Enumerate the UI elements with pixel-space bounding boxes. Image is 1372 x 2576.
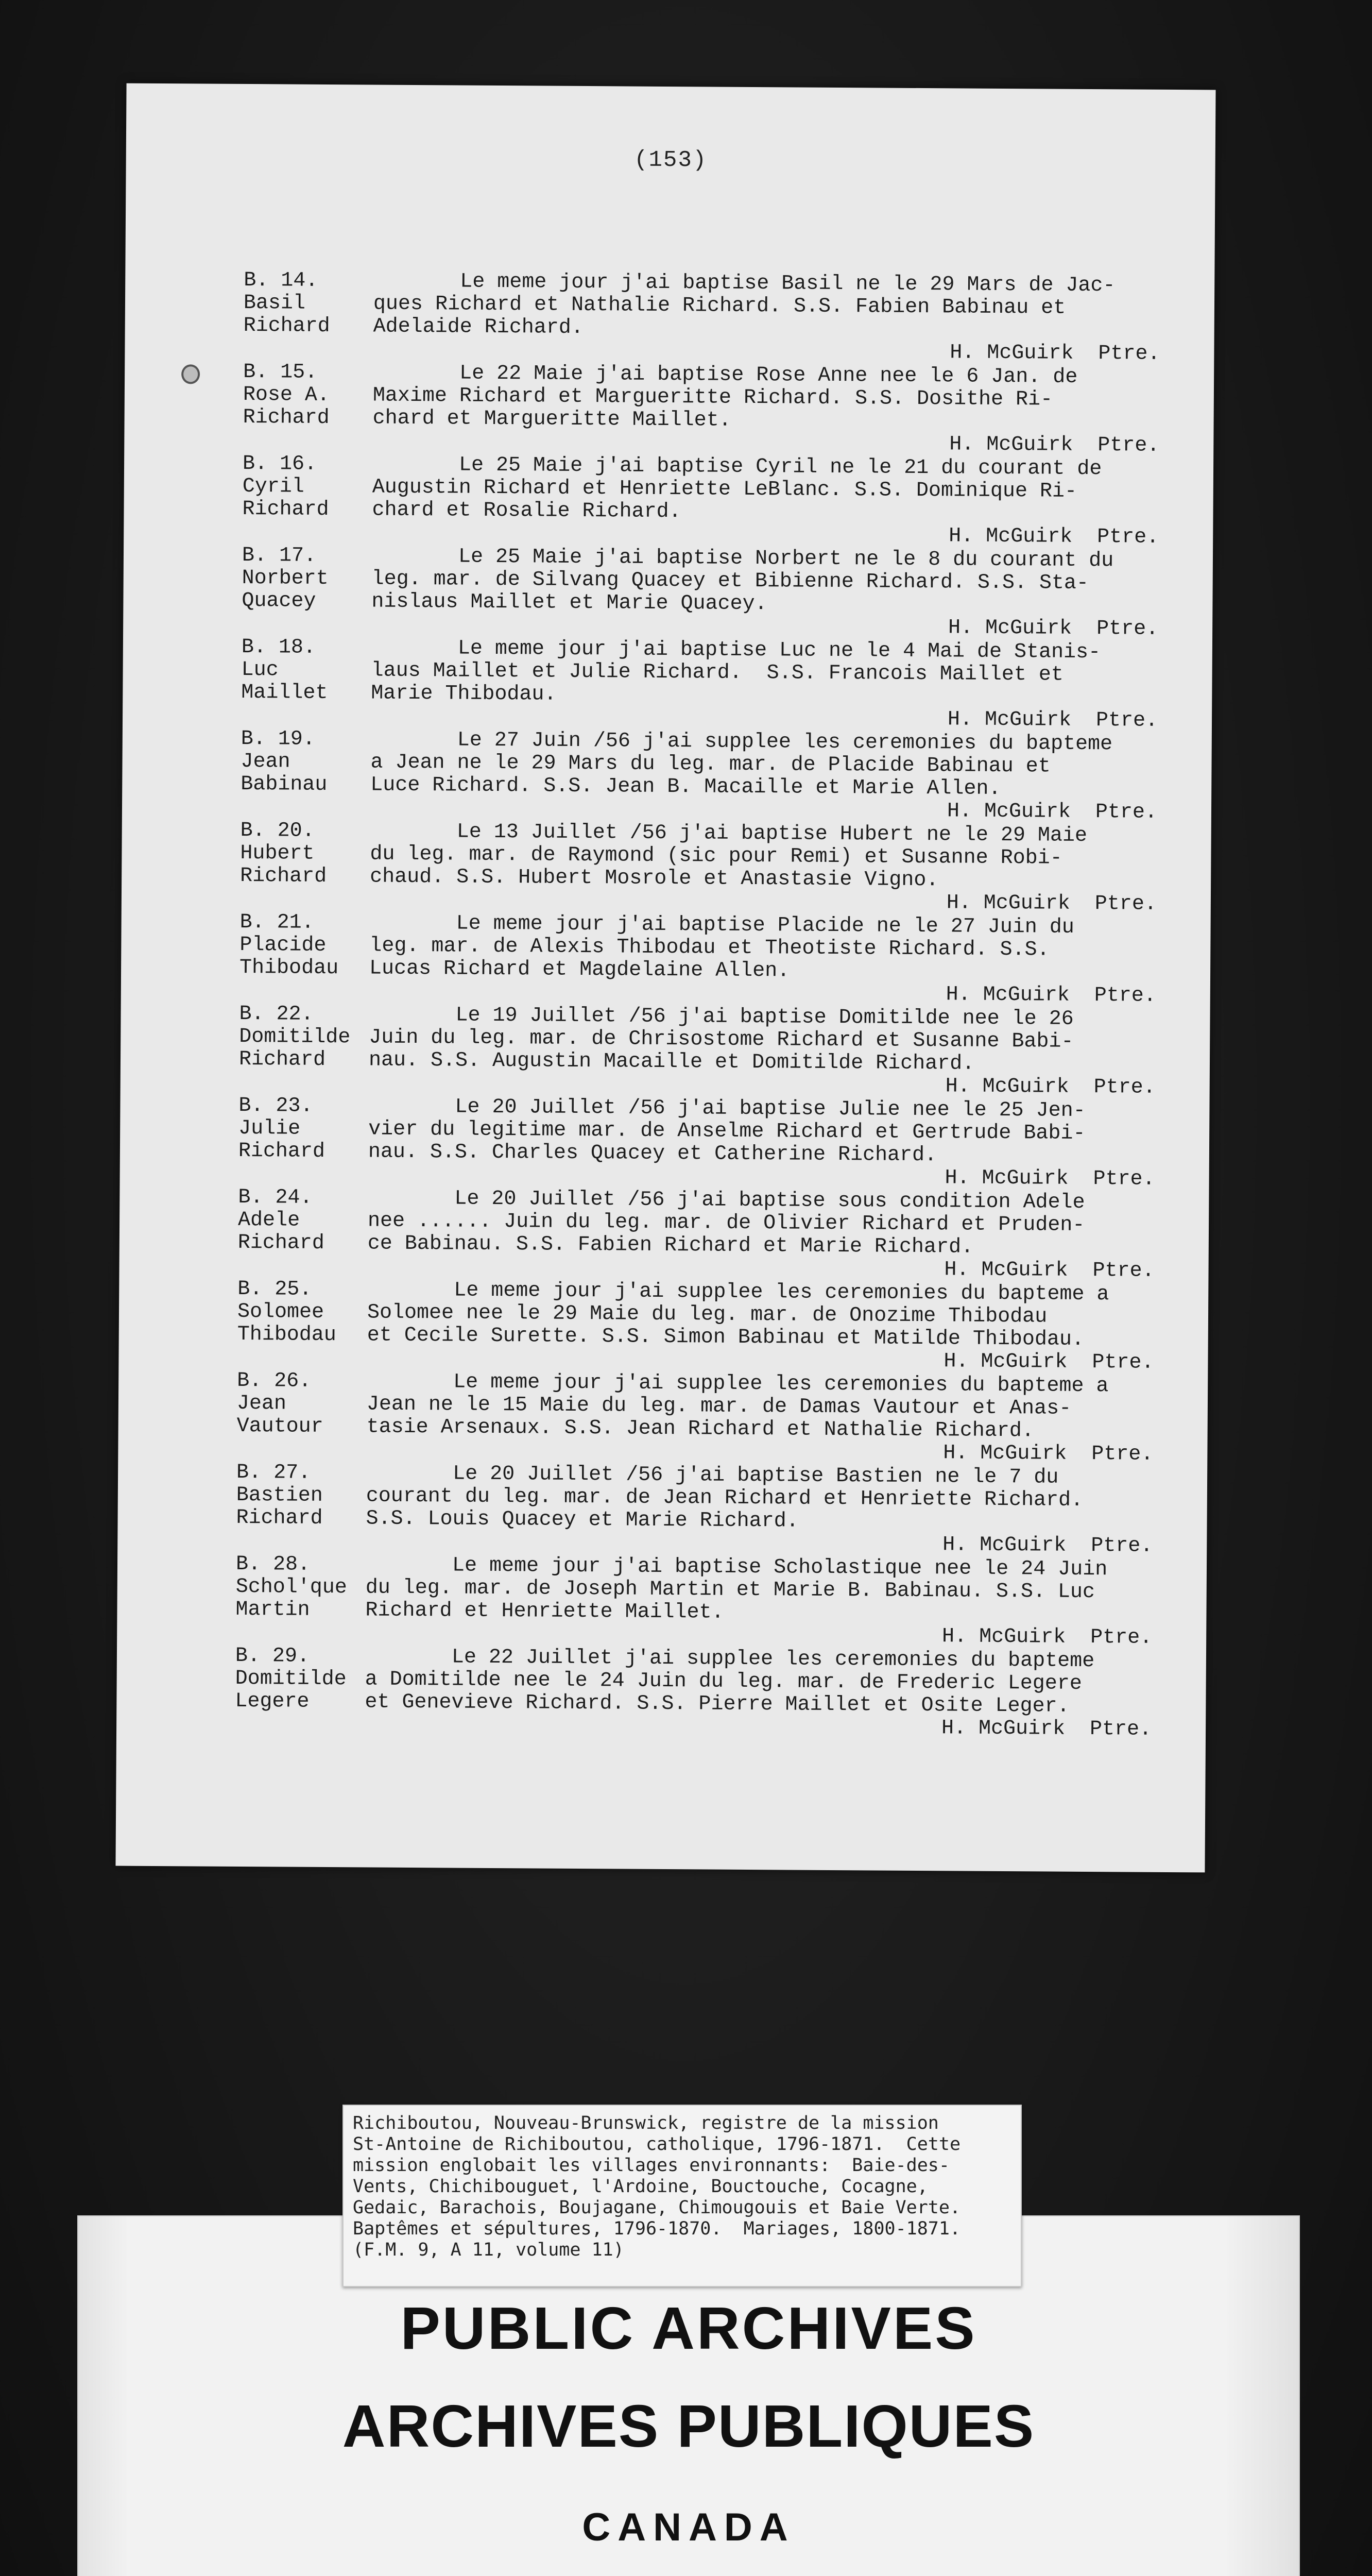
archives-title-french: ARCHIVES PUBLIQUES	[342, 2393, 1035, 2460]
entry-margin-note: B. 16. Cyril Richard	[242, 452, 329, 521]
entry-signature: H. McGuirk Ptre.	[946, 983, 1156, 1008]
mission-description-card	[342, 2105, 1022, 2287]
entry-signature: H. McGuirk Ptre.	[942, 1533, 1153, 1558]
mission-description-text: Richiboutou, Nouveau-Brunswick, registre de la mission St-Antoine de Richiboutou, catholique, 1796-1871. Cette mission englobait les villages environnants: Baie-des- Vents, Chichibouguet, l'Ardoine, Bouctouche, Cocagne, Gedaic, Barachois, Boujagane, Chimougouis et Baie Verte. Baptêmes et sépultures, 1796-1870. Mariages, 1800-1871. (F.M. 9, A 11, volume 11)	[353, 2113, 961, 2260]
archives-country: CANADA	[582, 2505, 795, 2549]
entry-signature: H. McGuirk Ptre.	[945, 1075, 1156, 1099]
entry-margin-note: B. 17. Norbert Quacey	[242, 544, 329, 613]
entry-text: Le 22 Juillet j'ai supplee les ceremonies du bapteme a Domitilde nee le 24 Juin du leg. mar. de Frederic Legere et Genevieve Richard. S.S. Pierre Maillet et Osite Leger.	[365, 1645, 1095, 1718]
entry-margin-note: B. 26. Jean Vautour	[236, 1369, 323, 1438]
entry-text: Le meme jour j'ai baptise Luc ne le 4 Mai de Stanis- laus Maillet et Julie Richard. S.S. Francois Maillet et Marie Thibodau.	[371, 636, 1101, 706]
entry-text: Le 25 Maie j'ai baptise Norbert ne le 8 du courant du leg. mar. de Silvang Quacey et Bibienne Richard. S.S. Sta- nislaus Maillet et Marie Quacey.	[371, 545, 1114, 616]
entry	[236, 1370, 1154, 1467]
baptism-entries	[235, 269, 1160, 1742]
entry	[241, 636, 1158, 734]
entry-text: Le 20 Juillet /56 j'ai baptise Julie nee le 25 Jen- vier du legitime mar. de Anselme Richard et Gertrude Babi- nau. S.S. Charles Quacey et Catherine Richard.	[368, 1095, 1086, 1167]
entry-text: Le 13 Juillet /56 j'ai baptise Hubert ne le 29 Maie du leg. mar. de Raymond (sic pour Remi) et Susanne Robi- chaud. S.S. Hubert Mosrole et Anastasie Vigno.	[370, 820, 1088, 892]
entry-text: Le 20 Juillet /56 j'ai baptise Bastien ne le 7 du courant du leg. mar. de Jean Richard et Henriette Richard. S.S. Louis Quacey et Marie Richard.	[366, 1462, 1084, 1533]
entry-margin-note: B. 21. Placide Thibodau	[239, 910, 339, 980]
entry-margin-note: B. 20. Hubert Richard	[240, 819, 327, 888]
entry	[241, 728, 1158, 825]
entry-margin-note: B. 22. Domitilde Richard	[238, 1002, 351, 1072]
entry-signature: H. McGuirk Ptre.	[949, 433, 1160, 457]
entry-signature: H. McGuirk Ptre.	[945, 1166, 1155, 1191]
register-page	[115, 83, 1215, 1873]
entry-signature: H. McGuirk Ptre.	[941, 1625, 1153, 1650]
entry-text: Le 19 Juillet /56 j'ai baptise Domitilde nee le 26 Juin du leg. mar. de Chrisostome Richard et Susanne Babi- nau. S.S. Augustin Macaille et Domitilde Richard.	[368, 1003, 1074, 1076]
entry-margin-note: B. 25. Solomee Thibodau	[237, 1277, 336, 1347]
entry-margin-note: B. 18. Luc Maillet	[241, 635, 328, 705]
entry-margin-note: B. 27. Bastien Richard	[236, 1461, 323, 1530]
entry	[236, 1462, 1153, 1559]
entry	[240, 820, 1157, 917]
entry-text: Le meme jour j'ai baptise Basil ne le 29 Mars de Jac- ques Richard et Nathalie Richard. S.S. Fabien Babinau et Adelaide Richard.	[373, 269, 1116, 340]
entry-text: Le meme jour j'ai supplee les ceremonies du bapteme a Solomee nee le 29 Maie du leg. mar. de Onozime Thibodau et Cecile Surette. S.S. Simon Babinau et Matilde Thibodau.	[367, 1278, 1109, 1351]
entry-margin-note: B. 14. Basil Richard	[243, 268, 330, 338]
entry	[237, 1278, 1154, 1376]
entry-signature: H. McGuirk Ptre.	[944, 1350, 1154, 1375]
entry-text: Le 27 Juin /56 j'ai supplee les ceremonies du bapteme a Jean ne le 29 Mars du leg. mar. de Placide Babinau et Luce Richard. S.S. Jean B. Macaille et Marie Allen.	[370, 728, 1113, 801]
page-number: (153)	[634, 147, 708, 174]
entry-text: Le meme jour j'ai supplee les ceremonies du bapteme a Jean ne le 15 Maie du leg. mar. de Damas Vautour et Anas- tasie Arsenaux. S.S. Jean Richard et Nathalie Richard.	[366, 1370, 1109, 1443]
entry	[235, 1645, 1152, 1742]
entry	[242, 545, 1159, 642]
entry-text: Le 22 Maie j'ai baptise Rose Anne nee le 6 Jan. de Maxime Richard et Margueritte Richard. S.S. Dosithe Ri- chard et Margueritte Maillet.	[372, 361, 1078, 432]
entry-text: Le meme jour j'ai baptise Placide ne le 27 Juin du leg. mar. de Alexis Thibodau et Theotiste Richard. S.S. Lucas Richard et Magdelaine Allen.	[369, 911, 1074, 983]
entry	[235, 1553, 1153, 1651]
entry-signature: H. McGuirk Ptre.	[948, 616, 1159, 641]
entry-text: Le 20 Juillet /56 j'ai baptise sous condition Adele nee ...... Juin du leg. mar. de Olivier Richard et Pruden- ce Babinau. S.S. Fabien Richard et Marie Richard.	[367, 1187, 1085, 1259]
entry	[238, 1095, 1156, 1192]
entry-text: Le 25 Maie j'ai baptise Cyril ne le 21 du courant de Augustin Richard et Henriette LeBlanc. S.S. Dominique Ri- chard et Rosalie Richard.	[372, 453, 1102, 524]
entry-text: Le meme jour j'ai baptise Scholastique nee le 24 Juin du leg. mar. de Joseph Martin et Marie B. Babinau. S.S. Luc Richard et Henriette Maillet.	[365, 1553, 1108, 1624]
entry	[242, 453, 1159, 550]
punch-hole	[181, 364, 200, 384]
entry-signature: H. McGuirk Ptre.	[943, 1442, 1154, 1466]
entry-margin-note: B. 15. Rose A. Richard	[243, 360, 330, 430]
archives-title-english: PUBLIC ARCHIVES	[400, 2295, 977, 2362]
entry-signature: H. McGuirk Ptre.	[947, 800, 1158, 824]
entry	[243, 361, 1160, 459]
entry-margin-note: B. 29. Domitilde Legere	[235, 1644, 347, 1714]
entry	[243, 269, 1160, 367]
entry-signature: H. McGuirk Ptre.	[950, 341, 1160, 366]
entry-margin-note: B. 28. Schol'que Martin	[235, 1552, 347, 1622]
entry-margin-note: B. 23. Julie Richard	[238, 1094, 325, 1163]
entry	[237, 1187, 1155, 1284]
entry	[239, 911, 1157, 1009]
entry-margin-note: B. 19. Jean Babinau	[241, 727, 328, 796]
entry-signature: H. McGuirk Ptre.	[944, 1258, 1155, 1283]
entry-signature: H. McGuirk Ptre.	[949, 524, 1159, 549]
entry-signature: H. McGuirk Ptre.	[947, 708, 1158, 733]
entry	[239, 1003, 1156, 1100]
entry-signature: H. McGuirk Ptre.	[946, 891, 1157, 916]
entry-margin-note: B. 24. Adele Richard	[237, 1185, 325, 1255]
entry-signature: H. McGuirk Ptre.	[941, 1717, 1152, 1741]
